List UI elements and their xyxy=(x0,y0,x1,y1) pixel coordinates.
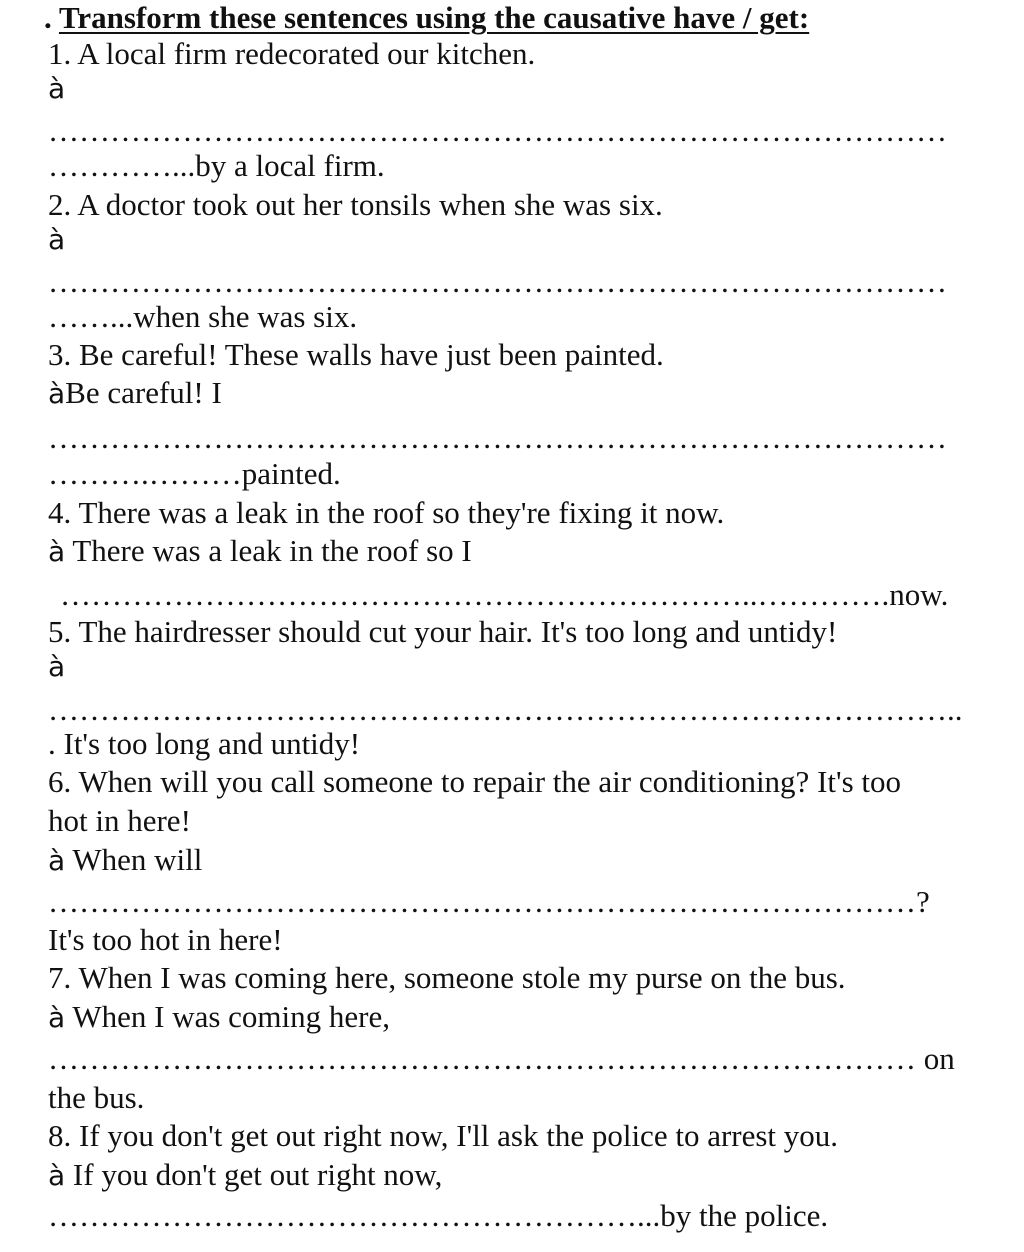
exercise-3-blank[interactable]: …………………………………………………………………………… xyxy=(48,420,947,455)
exercise-prompt: A local firm redecorated our kitchen. xyxy=(77,36,536,71)
title-prefix: . xyxy=(44,0,59,35)
answer-lead: Be careful! I xyxy=(65,375,222,410)
arrow-icon: à xyxy=(48,377,66,410)
exercise-5-prompt xyxy=(48,614,837,650)
exercise-2-prompt xyxy=(48,187,663,223)
exercise-6-prompt xyxy=(48,764,901,800)
exercise-7-answer-lead xyxy=(48,999,390,1036)
exercise-1-blank[interactable]: …………………………………………………………………………… xyxy=(48,113,947,148)
exercise-8-blank[interactable]: …………………………………………………...by the police. xyxy=(48,1198,829,1233)
answer-lead: When I was coming here, xyxy=(65,999,390,1034)
exercise-prompt: Be careful! These walls have just been painted. xyxy=(79,337,664,372)
arrow-icon: à xyxy=(48,535,66,568)
arrow-icon: à xyxy=(48,844,66,877)
arrow-icon: à xyxy=(48,1001,66,1034)
exercise-6-continuation: It's too hot in here! xyxy=(48,922,283,957)
exercise-4-answer-lead xyxy=(48,533,472,570)
worksheet-title xyxy=(44,0,809,36)
exercise-3-answer-lead xyxy=(48,375,222,412)
exercise-1-prompt xyxy=(48,36,535,72)
exercise-5-answer-lead xyxy=(48,648,65,685)
exercise-number: 4. xyxy=(48,495,72,530)
exercise-7-continuation: the bus. xyxy=(48,1080,145,1115)
exercise-prompt: The hairdresser should cut your hair. It's too long and untidy! xyxy=(78,614,838,649)
exercise-1-answer-lead xyxy=(48,70,65,107)
exercise-6-answer-lead xyxy=(48,842,202,879)
exercise-3-continuation: ……….………painted. xyxy=(48,456,341,491)
exercise-4-blank[interactable]: …………………………………………………………..………….now. xyxy=(60,577,949,612)
exercise-number: 6. xyxy=(48,764,72,799)
arrow-icon: à xyxy=(48,72,66,105)
answer-lead: There was a leak in the roof so I xyxy=(65,533,472,568)
exercise-number: 1. xyxy=(48,36,72,71)
exercise-number: 7. xyxy=(48,960,72,995)
answer-lead: If you don't get out right now, xyxy=(65,1157,443,1192)
exercise-6-prompt-continued: hot in here! xyxy=(48,803,191,838)
exercise-prompt: When will you call someone to repair the air conditioning? It's too xyxy=(78,764,902,799)
exercise-number: 3. xyxy=(48,337,72,372)
exercise-7-prompt xyxy=(48,960,846,996)
exercise-prompt: There was a leak in the roof so they're fixing it now. xyxy=(78,495,725,530)
arrow-icon: à xyxy=(48,650,66,683)
exercise-8-prompt xyxy=(48,1118,838,1154)
exercise-number: 8. xyxy=(48,1118,72,1153)
exercise-2-continuation: ……...when she was six. xyxy=(48,299,358,334)
exercise-7-blank[interactable]: ………………………………………………………………………… on xyxy=(48,1041,955,1076)
exercise-number: 5. xyxy=(48,614,72,649)
exercise-prompt: A doctor took out her tonsils when she was six. xyxy=(77,187,663,222)
exercise-2-answer-lead xyxy=(48,221,65,258)
exercise-prompt: If you don't get out right now, I'll ask the police to arrest you. xyxy=(79,1118,839,1153)
exercise-8-answer-lead xyxy=(48,1157,442,1194)
exercise-number: 2. xyxy=(48,187,72,222)
exercise-prompt: When I was coming here, someone stole my purse on the bus. xyxy=(78,960,846,995)
exercise-3-prompt xyxy=(48,337,664,373)
exercise-5-blank[interactable]: …………………………………………………………………………….. xyxy=(48,692,963,727)
exercise-6-blank[interactable]: …………………………………………………………………………? xyxy=(48,884,930,919)
exercise-2-blank[interactable]: …………………………………………………………………………… xyxy=(48,264,947,299)
arrow-icon: à xyxy=(48,1159,66,1192)
title-text: Transform these sentences using the causative have / get: xyxy=(58,0,810,35)
arrow-icon: à xyxy=(48,223,66,256)
exercise-1-continuation: …………...by a local firm. xyxy=(48,148,385,183)
exercise-5-continuation: . It's too long and untidy! xyxy=(48,726,361,761)
exercise-4-prompt xyxy=(48,495,724,531)
answer-lead: When will xyxy=(65,842,203,877)
